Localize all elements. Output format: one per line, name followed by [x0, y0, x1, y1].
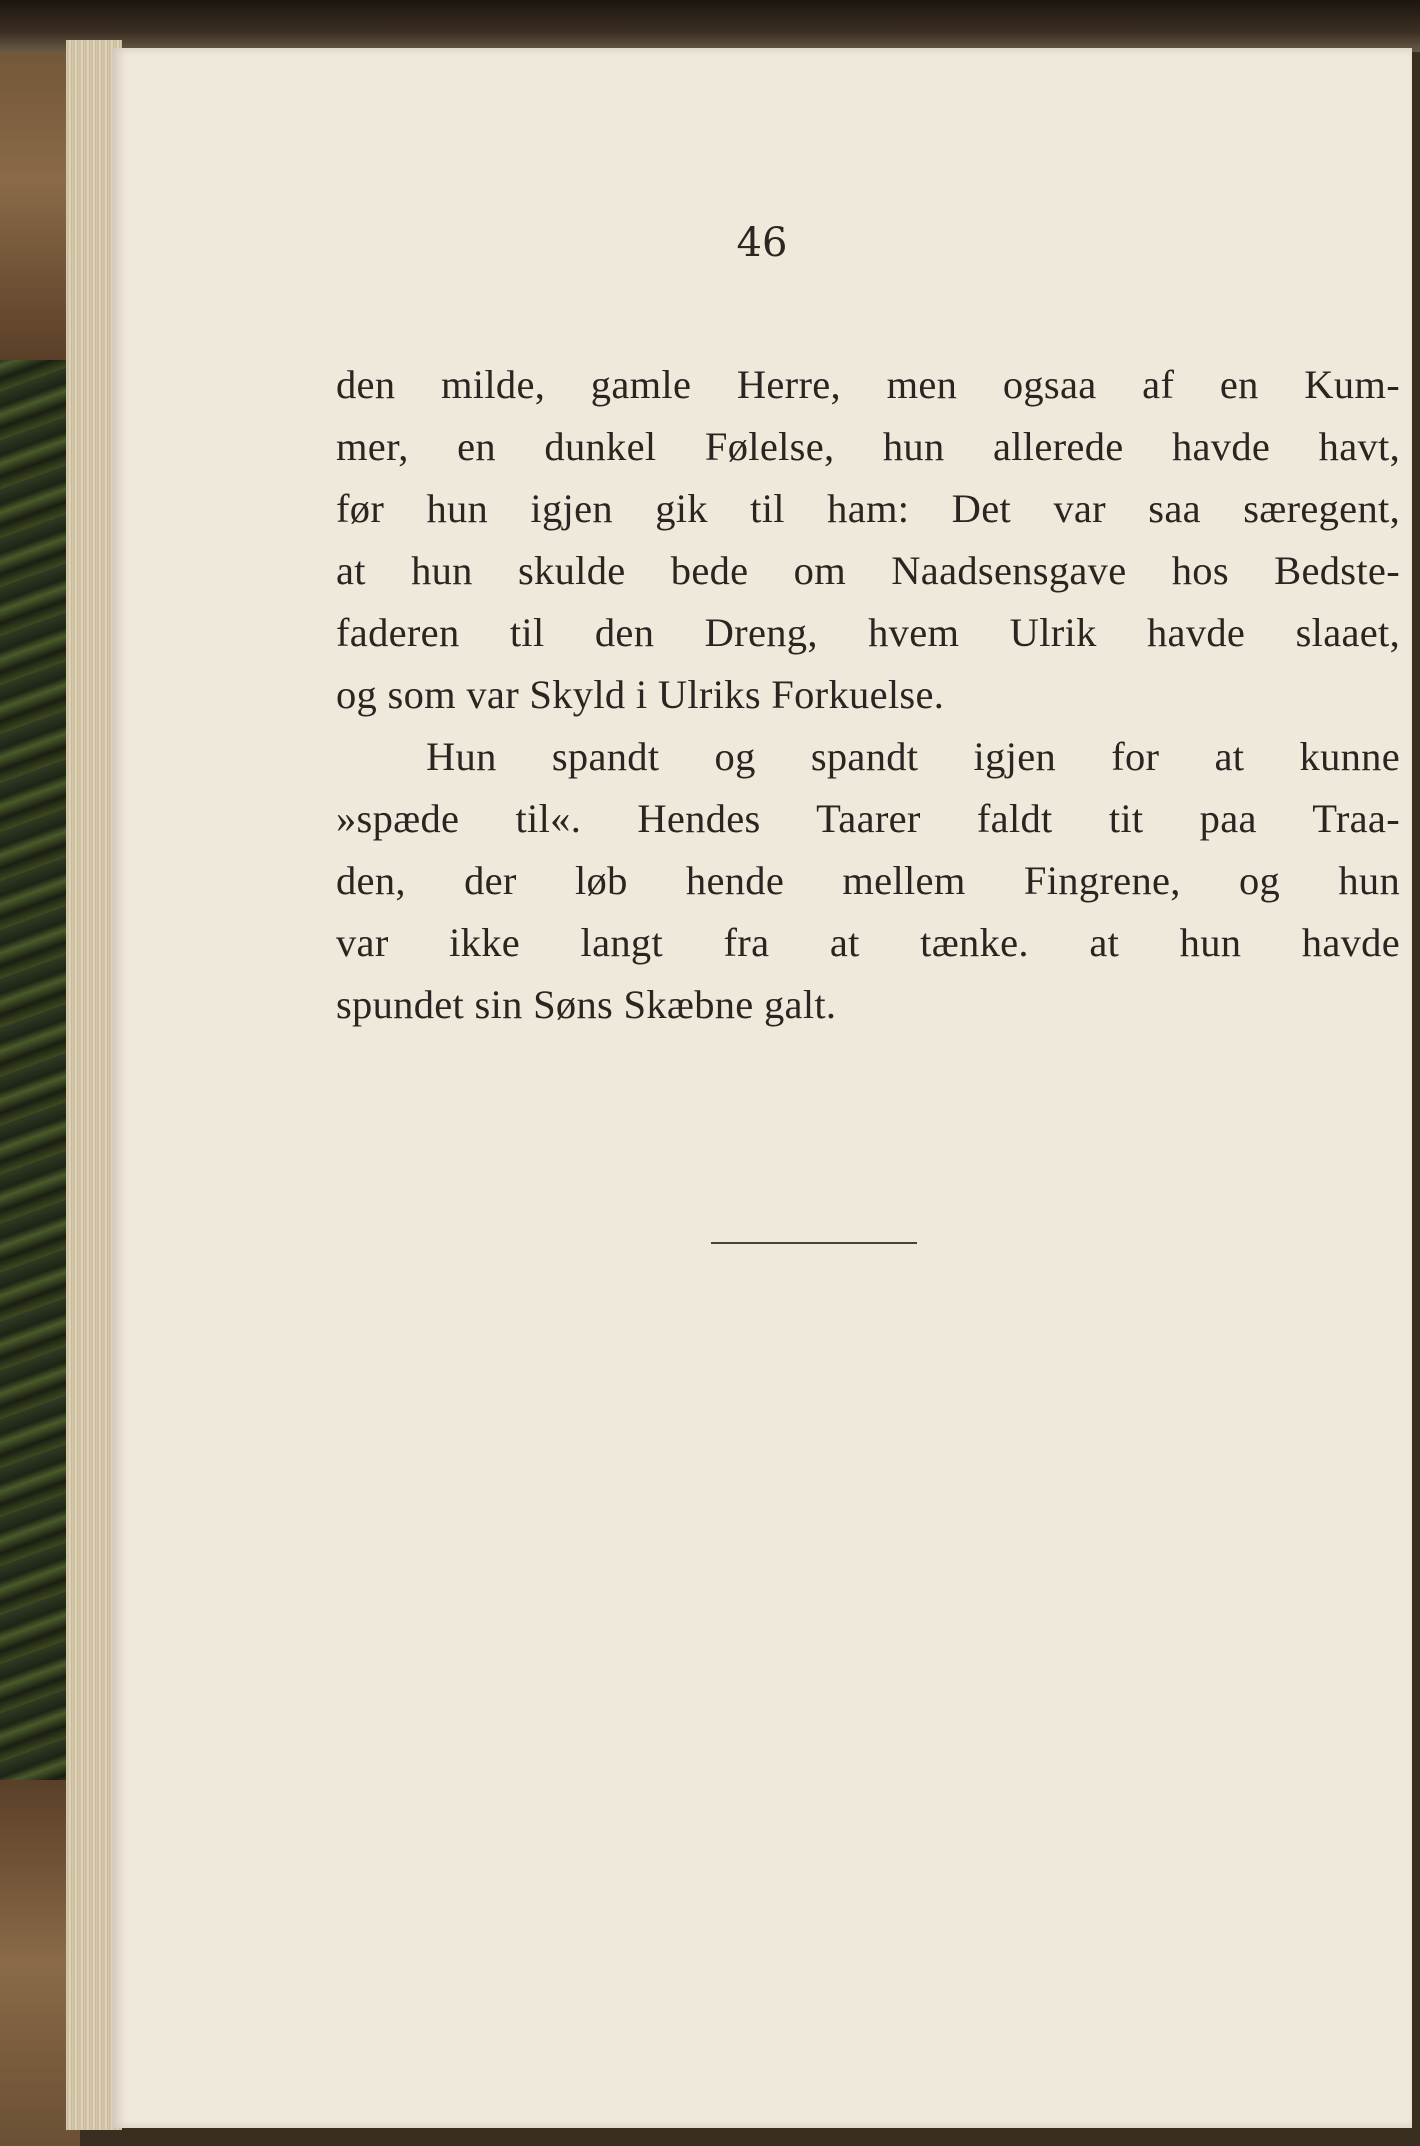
text-line: Hun spandt og spandt igjen for at kunne [426, 734, 1400, 779]
paragraph-2 [336, 726, 1400, 1036]
book-top-edge [0, 0, 1420, 52]
text-line: den, der løb hende mellem Fingrene, og hun [336, 858, 1400, 903]
body-text [336, 354, 1400, 1036]
text-line: »spæde til«. Hendes Taarer faldt tit paa Traa- [336, 796, 1400, 841]
text-line: faderen til den Dreng, hvem Ulrik havde slaaet, [336, 610, 1400, 655]
text-line: mer, en dunkel Følelse, hun allerede havde havt, [336, 424, 1400, 469]
text-line: at hun skulde bede om Naadsensgave hos Bedste- [336, 548, 1400, 593]
text-line: den milde, gamle Herre, men ogsaa af en Kum- [336, 362, 1400, 407]
section-divider-rule [711, 1242, 917, 1244]
text-line: før hun igjen gik til ham: Det var saa særegent, [336, 486, 1400, 531]
book-page [112, 48, 1412, 2128]
text-line: spundet sin Søns Skæbne galt. [336, 982, 837, 1027]
page-number: 46 [736, 220, 788, 266]
paragraph-1 [336, 354, 1400, 726]
text-line: var ikke langt fra at tænke. at hun havde [336, 920, 1400, 965]
text-line: og som var Skyld i Ulriks Forkuelse. [336, 672, 945, 717]
